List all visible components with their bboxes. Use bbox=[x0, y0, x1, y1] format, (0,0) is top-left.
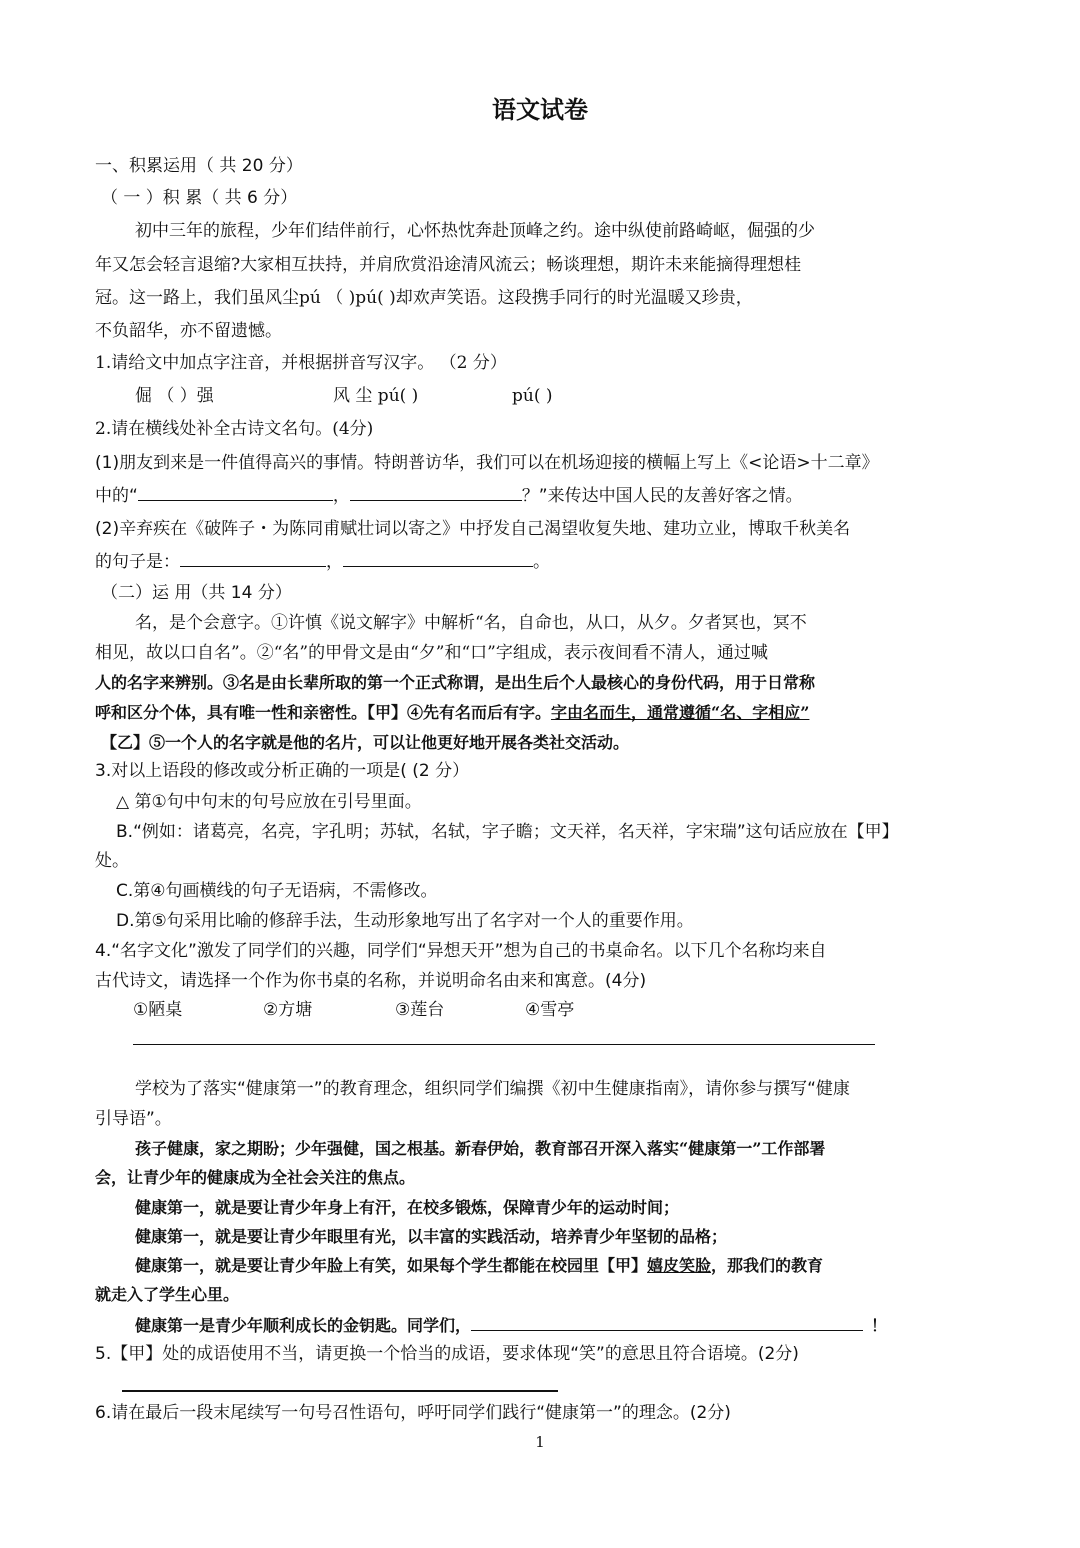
question-4-prompt: 古代诗文，请选择一个作为你书桌的名称，并说明命名由来和寓意。(4分) bbox=[95, 971, 647, 991]
question-2-sub1: (1)朋友到来是一件值得高兴的事情。特朗普访华，我们可以在机场迎接的横幅上写上《<论语>十二章》 bbox=[95, 453, 879, 473]
question-4-choice: ③莲台 bbox=[395, 1000, 445, 1020]
answer-blank[interactable] bbox=[180, 550, 326, 567]
health-line: 健康第一，就是要让青少年眼里有光，以丰富的实践活动，培养青少年坚韧的品格； bbox=[135, 1227, 728, 1246]
question-1-prompt: 1.请给文中加点字注音，并根据拼音写汉字。 （2 分） bbox=[95, 353, 507, 373]
passage2-line: 人的名字来辨别。③名是由长辈所取的第一个正式称谓，是出生后个人最核心的身份代码，用于日常称 bbox=[95, 673, 816, 692]
health-line: 就走入了学生心里。 bbox=[95, 1285, 240, 1304]
health-intro: 引导语”。 bbox=[95, 1109, 172, 1129]
part1-heading: （ 一 ）积 累（ 共 6 分） bbox=[101, 188, 298, 208]
passage2-line: 【乙】⑤一个人的名字就是他的名片，可以让他更好地开展各类社交活动。 bbox=[101, 733, 630, 752]
passage2-line: 呼和区分个体，具有唯一性和亲密性。【甲】④先有名而后有字。字由名而生，通常遵循“名、字相应” bbox=[95, 702, 815, 724]
answer-blank[interactable] bbox=[471, 1314, 863, 1331]
question-3-option: D.第⑤句采用比喻的修辞手法，生动形象地写出了名字对一个人的重要作用。 bbox=[116, 911, 694, 931]
part2-heading: （二）运 用（共 14 分） bbox=[101, 583, 292, 603]
question-5-prompt: 5.【甲】处的成语使用不当，请更换一个恰当的成语，要求体现“笑”的意思且符合语境。(2分) bbox=[95, 1344, 799, 1364]
question-3-option: △ 第①句中句末的句号应放在引号里面。 bbox=[116, 792, 422, 812]
question-3-option: C.第④句画横线的句子无语病，不需修改。 bbox=[116, 881, 438, 901]
answer-line[interactable] bbox=[122, 1390, 558, 1392]
passage2-line: 相见，故以口自名”。②“名”的甲骨文是由“夕”和“口”字组成，表示夜间看不清人，通过喊 bbox=[95, 643, 768, 663]
passage-line: 冠。这一路上，我们虽风尘pú （ )pú( )却欢声笑语。这段携手同行的时光温暖又珍贵， bbox=[95, 288, 753, 308]
question-4-choice: ①陋桌 bbox=[133, 1000, 183, 1020]
health-line: 孩子健康，家之期盼；少年强健，国之根基。新春伊始，教育部召开深入落实“健康第一”工作部署 bbox=[135, 1139, 826, 1158]
question-6-prompt: 6.请在最后一段末尾续写一句号召性语句，呼吁同学们践行“健康第一”的理念。(2分) bbox=[95, 1403, 731, 1423]
question-2-sub2: (2)辛弃疾在《破阵子・为陈同甫赋壮词以寄之》中抒发自己渴望收复失地、建功立业，博取千秋美名 bbox=[95, 519, 851, 539]
passage-line: 年又怎会轻言退缩?大家相互扶持，并肩欣赏沿途清风流云；畅谈理想，期许未来能摘得理想桂 bbox=[95, 255, 802, 275]
question-4-prompt: 4.“名字文化”激发了同学们的兴趣，同学们“异想天开”想为自己的书桌命名。以下几个名称均来自 bbox=[95, 941, 827, 961]
question-2-prompt: 2.请在横线处补全古诗文名句。(4分) bbox=[95, 419, 374, 439]
underlined-idiom: 嬉皮笑脸 bbox=[647, 1256, 712, 1275]
section-heading: 一、积累运用（ 共 20 分） bbox=[95, 156, 303, 176]
health-line: 会，让青少年的健康成为全社会关注的焦点。 bbox=[95, 1168, 416, 1187]
question-1-item: 风 尘 pú( ) bbox=[333, 386, 419, 406]
question-3-option: B.“例如：诸葛亮，名亮，字孔明；苏轼，名轼，字子瞻；文天祥，名天祥，字宋瑞”这句话应放在【甲】 bbox=[116, 822, 899, 842]
health-line: 健康第一，就是要让青少年身上有汗，在校多锻炼，保障青少年的运动时间； bbox=[135, 1198, 680, 1217]
question-2-sub1-fill: 中的“ ， ？”来传达中国人民的友善好客之情。 bbox=[95, 486, 803, 506]
health-intro: 学校为了落实“健康第一”的教育理念，组织同学们编撰《初中生健康指南》，请你参与撰写“健康 bbox=[135, 1079, 850, 1099]
question-4-choice: ②方塘 bbox=[263, 1000, 313, 1020]
answer-blank[interactable] bbox=[350, 484, 522, 501]
underlined-sentence: 字由名而生，通常遵循“名、字相应” bbox=[551, 703, 810, 722]
question-3-option: 处。 bbox=[95, 851, 129, 871]
passage-line: 初中三年的旅程，少年们结伴前行，心怀热忱奔赴顶峰之约。途中纵使前路崎岖，倔强的少 bbox=[135, 221, 815, 241]
health-line: 健康第一是青少年顺利成长的金钥匙。同学们， ！ bbox=[135, 1316, 888, 1335]
answer-blank[interactable] bbox=[343, 550, 533, 567]
answer-line[interactable] bbox=[133, 1044, 875, 1045]
question-3-prompt: 3.对以上语段的修改或分析正确的一项是( (2 分） bbox=[95, 761, 470, 781]
page-title: 语文试卷 bbox=[492, 96, 588, 124]
question-4-choice: ④雪亭 bbox=[525, 1000, 575, 1020]
question-2-sub2-fill: 的句子是： ， 。 bbox=[95, 552, 550, 572]
passage-line: 不负韶华，亦不留遗憾。 bbox=[95, 321, 282, 341]
page-number: 1 bbox=[535, 1433, 545, 1451]
answer-blank[interactable] bbox=[138, 484, 333, 501]
health-line: 健康第一，就是要让青少年脸上有笑，如果每个学生都能在校园里【甲】嬉皮笑脸，那我们的教育 bbox=[135, 1256, 824, 1275]
question-1-item: pú( ) bbox=[512, 386, 553, 406]
passage2-line: 名，是个会意字。①许慎《说文解字》中解析“名，自命也，从口，从夕。夕者冥也，冥不 bbox=[135, 613, 807, 633]
question-1-item: 倔 （ ）强 bbox=[135, 386, 214, 406]
